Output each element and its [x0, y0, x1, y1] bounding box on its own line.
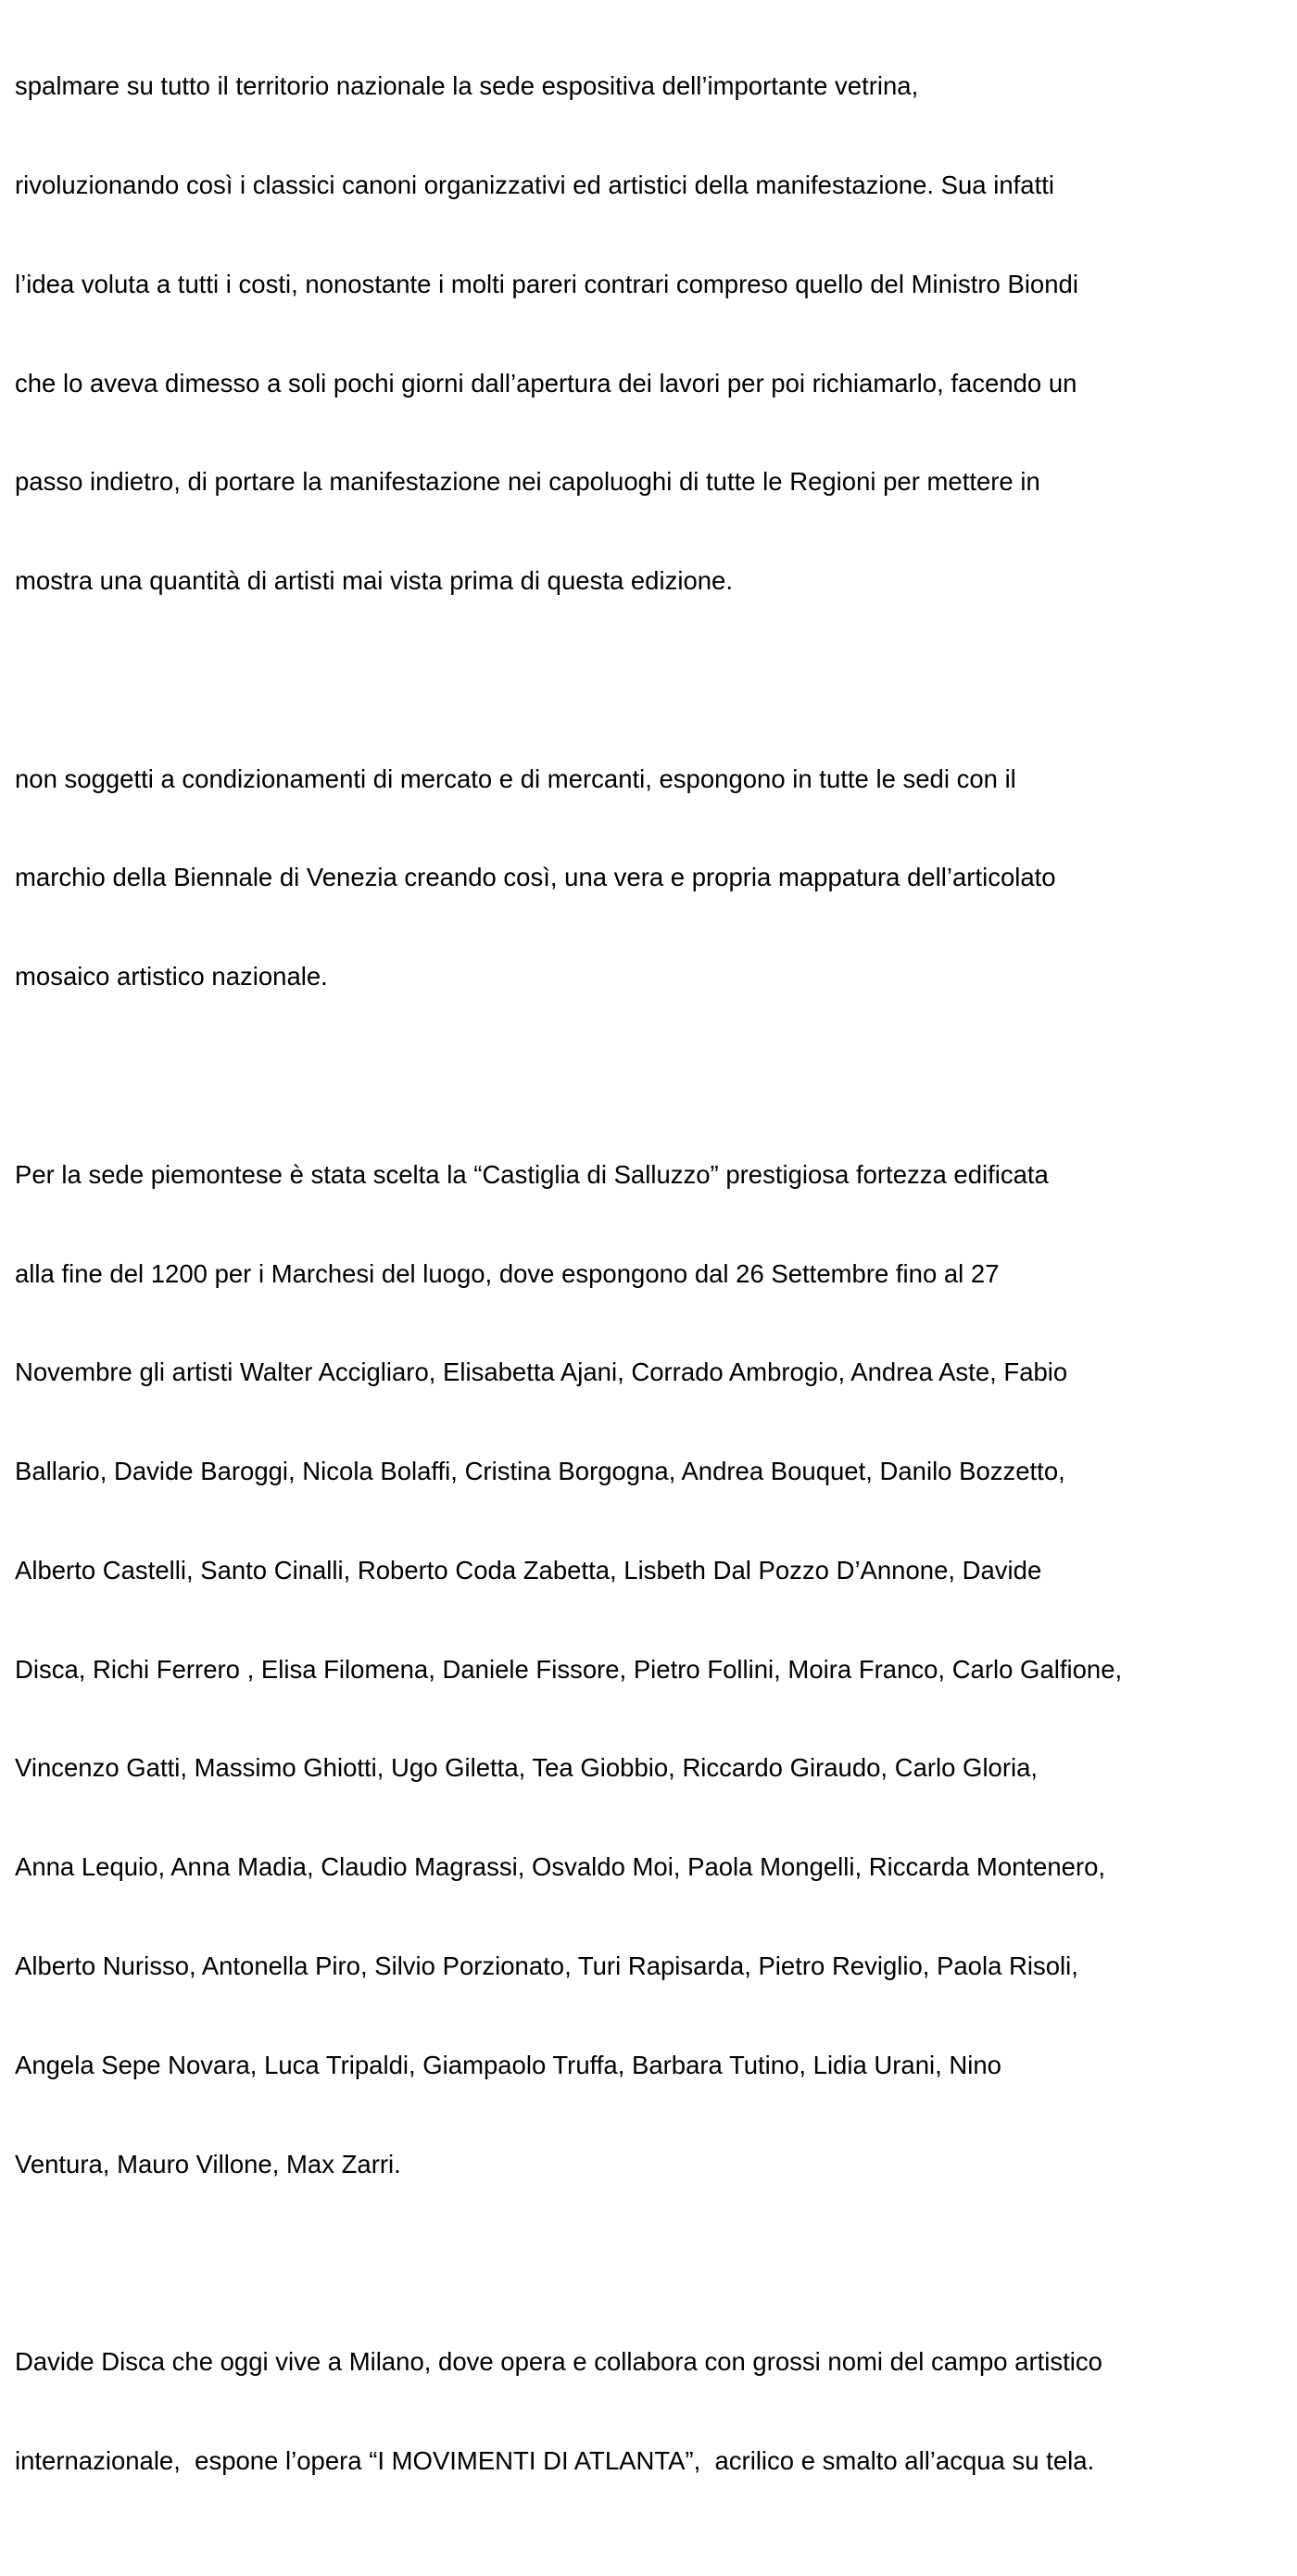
text-line: mostra una quantità di artisti mai vista prima di questa edizione.: [15, 566, 733, 596]
paragraph-biennale-intro: [15, 4, 1293, 663]
text-line: mosaico artistico nazionale.: [15, 962, 328, 991]
text-line: Vincenzo Gatti, Massimo Ghiotti, Ugo Giletta, Tea Giobbio, Riccardo Giraudo, Carlo Gloria,: [15, 1753, 1039, 1783]
text-line: marchio della Biennale di Venezia creando così, una vera e propria mappatura dell’articolato: [15, 863, 1056, 892]
text-line: l’idea voluta a tutti i costi, nonostante i molti pareri contrari compreso quello del Ministro Biondi: [15, 269, 1078, 298]
document-body: [15, 4, 1293, 2576]
text-line: Per la sede piemontese è stata scelta la “Castiglia di Salluzzo” prestigiosa fortezza edificata: [15, 1159, 1049, 1189]
text-line: Ventura, Mauro Villone, Max Zarri.: [15, 2149, 401, 2178]
text-line: Disca, Richi Ferrero , Elisa Filomena, Daniele Fissore, Pietro Follini, Moira Franco, Carlo Galfione,: [15, 1654, 1123, 1684]
text-line: non soggetti a condizionamenti di mercato e di mercanti, espongono in tutte le sedi con il: [15, 764, 1016, 793]
text-line: spalmare su tutto il territorio nazionale la sede espositiva dell’importante vetrina,: [15, 71, 919, 101]
text-line: Alberto Nurisso, Antonella Piro, Silvio Porzionato, Turi Rapisarda, Pietro Reviglio, Paola Risoli,: [15, 1951, 1078, 1981]
text-line: passo indietro, di portare la manifestazione nei capoluoghi di tutte le Regioni per mettere in: [15, 467, 1040, 497]
text-line: Anna Lequio, Anna Madia, Claudio Magrassi, Osvaldo Moi, Paola Mongelli, Riccarda Montenero,: [15, 1852, 1106, 1882]
paragraph-davide-disca: [15, 2279, 1293, 2544]
text-line: rivoluzionando così i classici canoni organizzativi ed artistici della manifestazione. Sua infatti: [15, 170, 1054, 199]
text-line: internazionale, espone l’opera “I MOVIMENTI DI ATLANTA”, acrilico e smalto all’acqua su tela.: [15, 2445, 1095, 2475]
text-line: Novembre gli artisti Walter Accigliaro, Elisabetta Ajani, Corrado Ambrogio, Andrea Aste, Fabio: [15, 1357, 1068, 1387]
paragraph-artists-mapping: [15, 696, 1293, 1059]
text-line: Ballario, Davide Baroggi, Nicola Bolaffi, Cristina Borgogna, Andrea Bouquet, Danilo Bozzetto,: [15, 1457, 1065, 1486]
text-line: Angela Sepe Novara, Luca Tripaldi, Giampaolo Truffa, Barbara Tutino, Lidia Urani, Nino: [15, 2050, 1001, 2079]
text-line: alla fine del 1200 per i Marchesi del luogo, dove espongono dal 26 Settembre fino al 27: [15, 1258, 1000, 1288]
text-line: Davide Disca che oggi vive a Milano, dove opera e collabora con grossi nomi del campo artistico: [15, 2347, 1102, 2377]
text-line: che lo aveva dimesso a soli pochi giorni dall’apertura dei lavori per poi richiamarlo, facendo un: [15, 368, 1077, 398]
text-line: Alberto Castelli, Santo Cinalli, Roberto Coda Zabetta, Lisbeth Dal Pozzo D’Annone, Davide: [15, 1555, 1042, 1585]
paragraph-piemonte-venue: [15, 1092, 1293, 2247]
